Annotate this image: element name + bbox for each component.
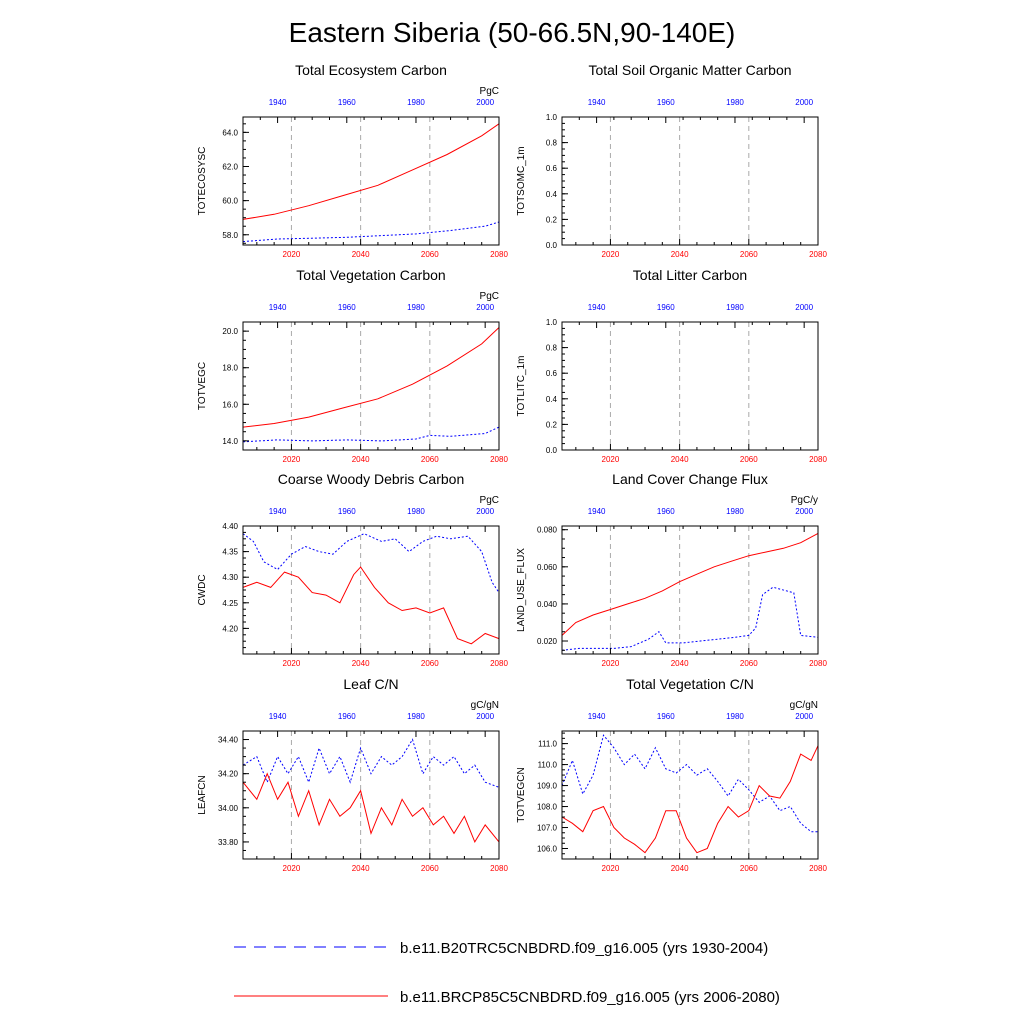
x-tick-label: 2020 [601, 864, 620, 873]
plot-frame [243, 322, 499, 450]
chart-panel-4 [197, 471, 508, 668]
y-tick-label: 111.0 [538, 739, 557, 749]
x-tick-label: 2040 [670, 659, 689, 668]
x-tick-label: 2060 [420, 455, 439, 464]
x-top-tick-label: 2000 [476, 507, 495, 516]
x-tick-label: 2020 [601, 659, 620, 668]
series-line-1 [243, 124, 499, 220]
x-top-tick-label: 1940 [268, 712, 287, 721]
chart-panel-6 [197, 676, 508, 873]
x-tick-label: 2060 [420, 659, 439, 668]
x-top-tick-label: 1940 [587, 507, 606, 516]
x-tick-label: 2080 [809, 659, 827, 668]
x-top-tick-label: 1940 [587, 303, 606, 312]
y-axis-label: TOTVEGC [197, 361, 208, 411]
y-tick-label: 108.0 [536, 802, 557, 812]
y-tick-label: 109.0 [536, 781, 557, 791]
x-top-tick-label: 1980 [726, 507, 744, 516]
x-top-tick-label: 1940 [268, 303, 287, 312]
plot-frame [562, 526, 818, 654]
y-tick-label: 107.0 [536, 823, 557, 833]
x-tick-label: 2060 [739, 250, 758, 259]
x-tick-label: 2020 [282, 659, 301, 668]
x-top-tick-label: 1940 [587, 98, 606, 107]
legend [234, 940, 780, 1006]
plot-frame [562, 117, 818, 245]
y-tick-label: 0.8 [545, 343, 557, 353]
x-tick-label: 2060 [420, 864, 439, 873]
x-tick-label: 2020 [601, 455, 620, 464]
x-top-tick-label: 2000 [795, 303, 814, 312]
chart-title: Land Cover Change Flux [612, 471, 768, 487]
x-tick-label: 2040 [351, 864, 370, 873]
chart-panel-5 [516, 471, 827, 668]
plot-frame [243, 526, 499, 654]
y-tick-label: 4.20 [222, 624, 238, 634]
x-top-tick-label: 1940 [587, 712, 606, 721]
units-label: PgC [479, 495, 499, 506]
series-line-0 [243, 534, 499, 593]
chart-title: Total Litter Carbon [632, 267, 748, 283]
series-line-0 [562, 735, 818, 832]
y-tick-label: 4.40 [222, 522, 238, 531]
x-tick-label: 2020 [282, 250, 301, 259]
x-top-tick-label: 1980 [407, 98, 425, 107]
page-title: Eastern Siberia (50-66.5N,90-140E) [288, 17, 736, 48]
y-tick-label: 4.30 [222, 573, 238, 583]
x-tick-label: 2060 [739, 864, 758, 873]
y-tick-label: 64.0 [222, 128, 238, 138]
x-top-tick-label: 1980 [726, 712, 744, 721]
series-line-1 [562, 533, 818, 635]
units-label: PgC [479, 291, 499, 302]
x-top-tick-label: 1980 [407, 712, 425, 721]
chart-panel-2 [197, 267, 508, 464]
series-line-1 [243, 567, 499, 644]
chart-panel-7 [516, 676, 827, 873]
x-tick-label: 2080 [490, 250, 508, 259]
x-tick-label: 2040 [670, 864, 689, 873]
y-tick-label: 33.80 [217, 837, 238, 847]
x-tick-label: 2080 [490, 455, 508, 464]
x-top-tick-label: 2000 [795, 98, 814, 107]
series-line-1 [243, 328, 499, 428]
x-tick-label: 2040 [351, 455, 370, 464]
x-top-tick-label: 1960 [656, 507, 675, 516]
x-top-tick-label: 1980 [407, 507, 425, 516]
x-tick-label: 2020 [601, 250, 620, 259]
panels-group [197, 62, 827, 873]
y-tick-label: 16.0 [222, 400, 238, 410]
y-axis-label: LEAFCN [197, 775, 208, 815]
x-tick-label: 2080 [809, 250, 827, 259]
x-top-tick-label: 1940 [268, 507, 287, 516]
x-tick-label: 2040 [351, 659, 370, 668]
y-tick-label: 0.4 [545, 394, 557, 404]
y-tick-label: 110.0 [537, 760, 557, 770]
x-top-tick-label: 1980 [407, 303, 425, 312]
x-tick-label: 2060 [420, 250, 439, 259]
plot-frame [562, 322, 818, 450]
chart-panel-1 [516, 62, 827, 259]
x-tick-label: 2020 [282, 455, 301, 464]
x-top-tick-label: 1940 [268, 98, 287, 107]
y-tick-label: 0.6 [545, 369, 557, 379]
y-tick-label: 0.2 [545, 420, 557, 430]
units-label: gC/gN [470, 700, 499, 711]
y-axis-label: TOTLITC_1m [516, 355, 527, 417]
y-axis-label: TOTSOMC_1m [516, 146, 527, 216]
x-top-tick-label: 2000 [795, 507, 814, 516]
y-tick-label: 34.20 [217, 769, 238, 779]
x-tick-label: 2060 [739, 659, 758, 668]
y-axis-label: CWDC [197, 574, 208, 606]
x-tick-label: 2080 [490, 864, 508, 873]
y-tick-label: 0.060 [536, 562, 557, 572]
units-label: gC/gN [789, 700, 818, 711]
x-top-tick-label: 1960 [337, 507, 356, 516]
series-line-1 [562, 746, 818, 853]
chart-panel-0 [197, 62, 508, 259]
y-tick-label: 106.0 [536, 844, 557, 854]
y-tick-label: 0.2 [545, 215, 557, 225]
y-tick-label: 4.35 [222, 547, 238, 557]
series-line-0 [243, 427, 499, 442]
x-tick-label: 2060 [739, 455, 758, 464]
chart-title: Coarse Woody Debris Carbon [277, 471, 465, 487]
x-top-tick-label: 2000 [476, 303, 495, 312]
y-tick-label: 34.00 [217, 803, 238, 813]
y-tick-label: 0.040 [536, 599, 557, 609]
y-axis-label: TOTECOSYSC [197, 146, 208, 216]
x-top-tick-label: 1980 [726, 303, 744, 312]
y-tick-label: 62.0 [222, 162, 238, 172]
y-axis-label: TOTVEGCN [516, 767, 527, 823]
y-tick-label: 0.0 [545, 446, 557, 455]
chart-title: Total Vegetation C/N [626, 676, 754, 692]
plot-frame [243, 731, 499, 859]
y-tick-label: 0.4 [545, 189, 557, 199]
legend-label-rcp85: b.e11.BRCP85C5CNBDRD.f09_g16.005 (yrs 2006-2080) [400, 989, 780, 1006]
y-tick-label: 0.8 [545, 138, 557, 148]
x-tick-label: 2080 [490, 659, 508, 668]
x-tick-label: 2040 [351, 250, 370, 259]
x-top-tick-label: 2000 [795, 712, 814, 721]
y-axis-label: LAND_USE_FLUX [516, 548, 527, 632]
x-top-tick-label: 1960 [337, 712, 356, 721]
x-tick-label: 2080 [809, 455, 827, 464]
x-tick-label: 2020 [282, 864, 301, 873]
y-tick-label: 1.0 [545, 113, 557, 122]
x-top-tick-label: 1980 [726, 98, 744, 107]
plot-frame [243, 117, 499, 245]
chart-title: Total Ecosystem Carbon [295, 62, 447, 78]
series-line-0 [562, 587, 818, 650]
x-tick-label: 2080 [809, 864, 827, 873]
chart-title: Total Vegetation Carbon [296, 267, 446, 283]
y-tick-label: 1.0 [545, 318, 557, 327]
legend-label-historical: b.e11.B20TRC5CNBDRD.f09_g16.005 (yrs 1930-2004) [400, 940, 769, 957]
chart-panel-3 [516, 267, 827, 464]
units-label: PgC [479, 86, 499, 97]
y-tick-label: 60.0 [222, 196, 238, 206]
y-tick-label: 0.020 [536, 637, 557, 647]
y-tick-label: 34.40 [217, 735, 238, 745]
x-tick-label: 2040 [670, 455, 689, 464]
y-tick-label: 0.6 [545, 164, 557, 174]
x-top-tick-label: 1960 [656, 712, 675, 721]
x-top-tick-label: 1960 [656, 98, 675, 107]
x-top-tick-label: 1960 [337, 98, 356, 107]
y-tick-label: 0.0 [545, 241, 557, 250]
x-top-tick-label: 2000 [476, 712, 495, 721]
y-tick-label: 4.25 [222, 598, 238, 608]
chart-title: Leaf C/N [343, 676, 399, 692]
chart-title: Total Soil Organic Matter Carbon [588, 62, 792, 78]
x-top-tick-label: 1960 [337, 303, 356, 312]
series-line-1 [243, 774, 499, 842]
y-tick-label: 20.0 [222, 327, 238, 337]
y-tick-label: 0.080 [536, 525, 557, 535]
series-line-0 [243, 740, 499, 788]
plot-frame [562, 731, 818, 859]
x-top-tick-label: 2000 [476, 98, 495, 107]
y-tick-label: 18.0 [222, 363, 238, 373]
y-tick-label: 14.0 [222, 436, 238, 446]
x-top-tick-label: 1960 [656, 303, 675, 312]
units-label: PgC/y [790, 495, 818, 506]
y-tick-label: 58.0 [222, 230, 238, 240]
x-tick-label: 2040 [670, 250, 689, 259]
series-line-0 [243, 222, 499, 242]
